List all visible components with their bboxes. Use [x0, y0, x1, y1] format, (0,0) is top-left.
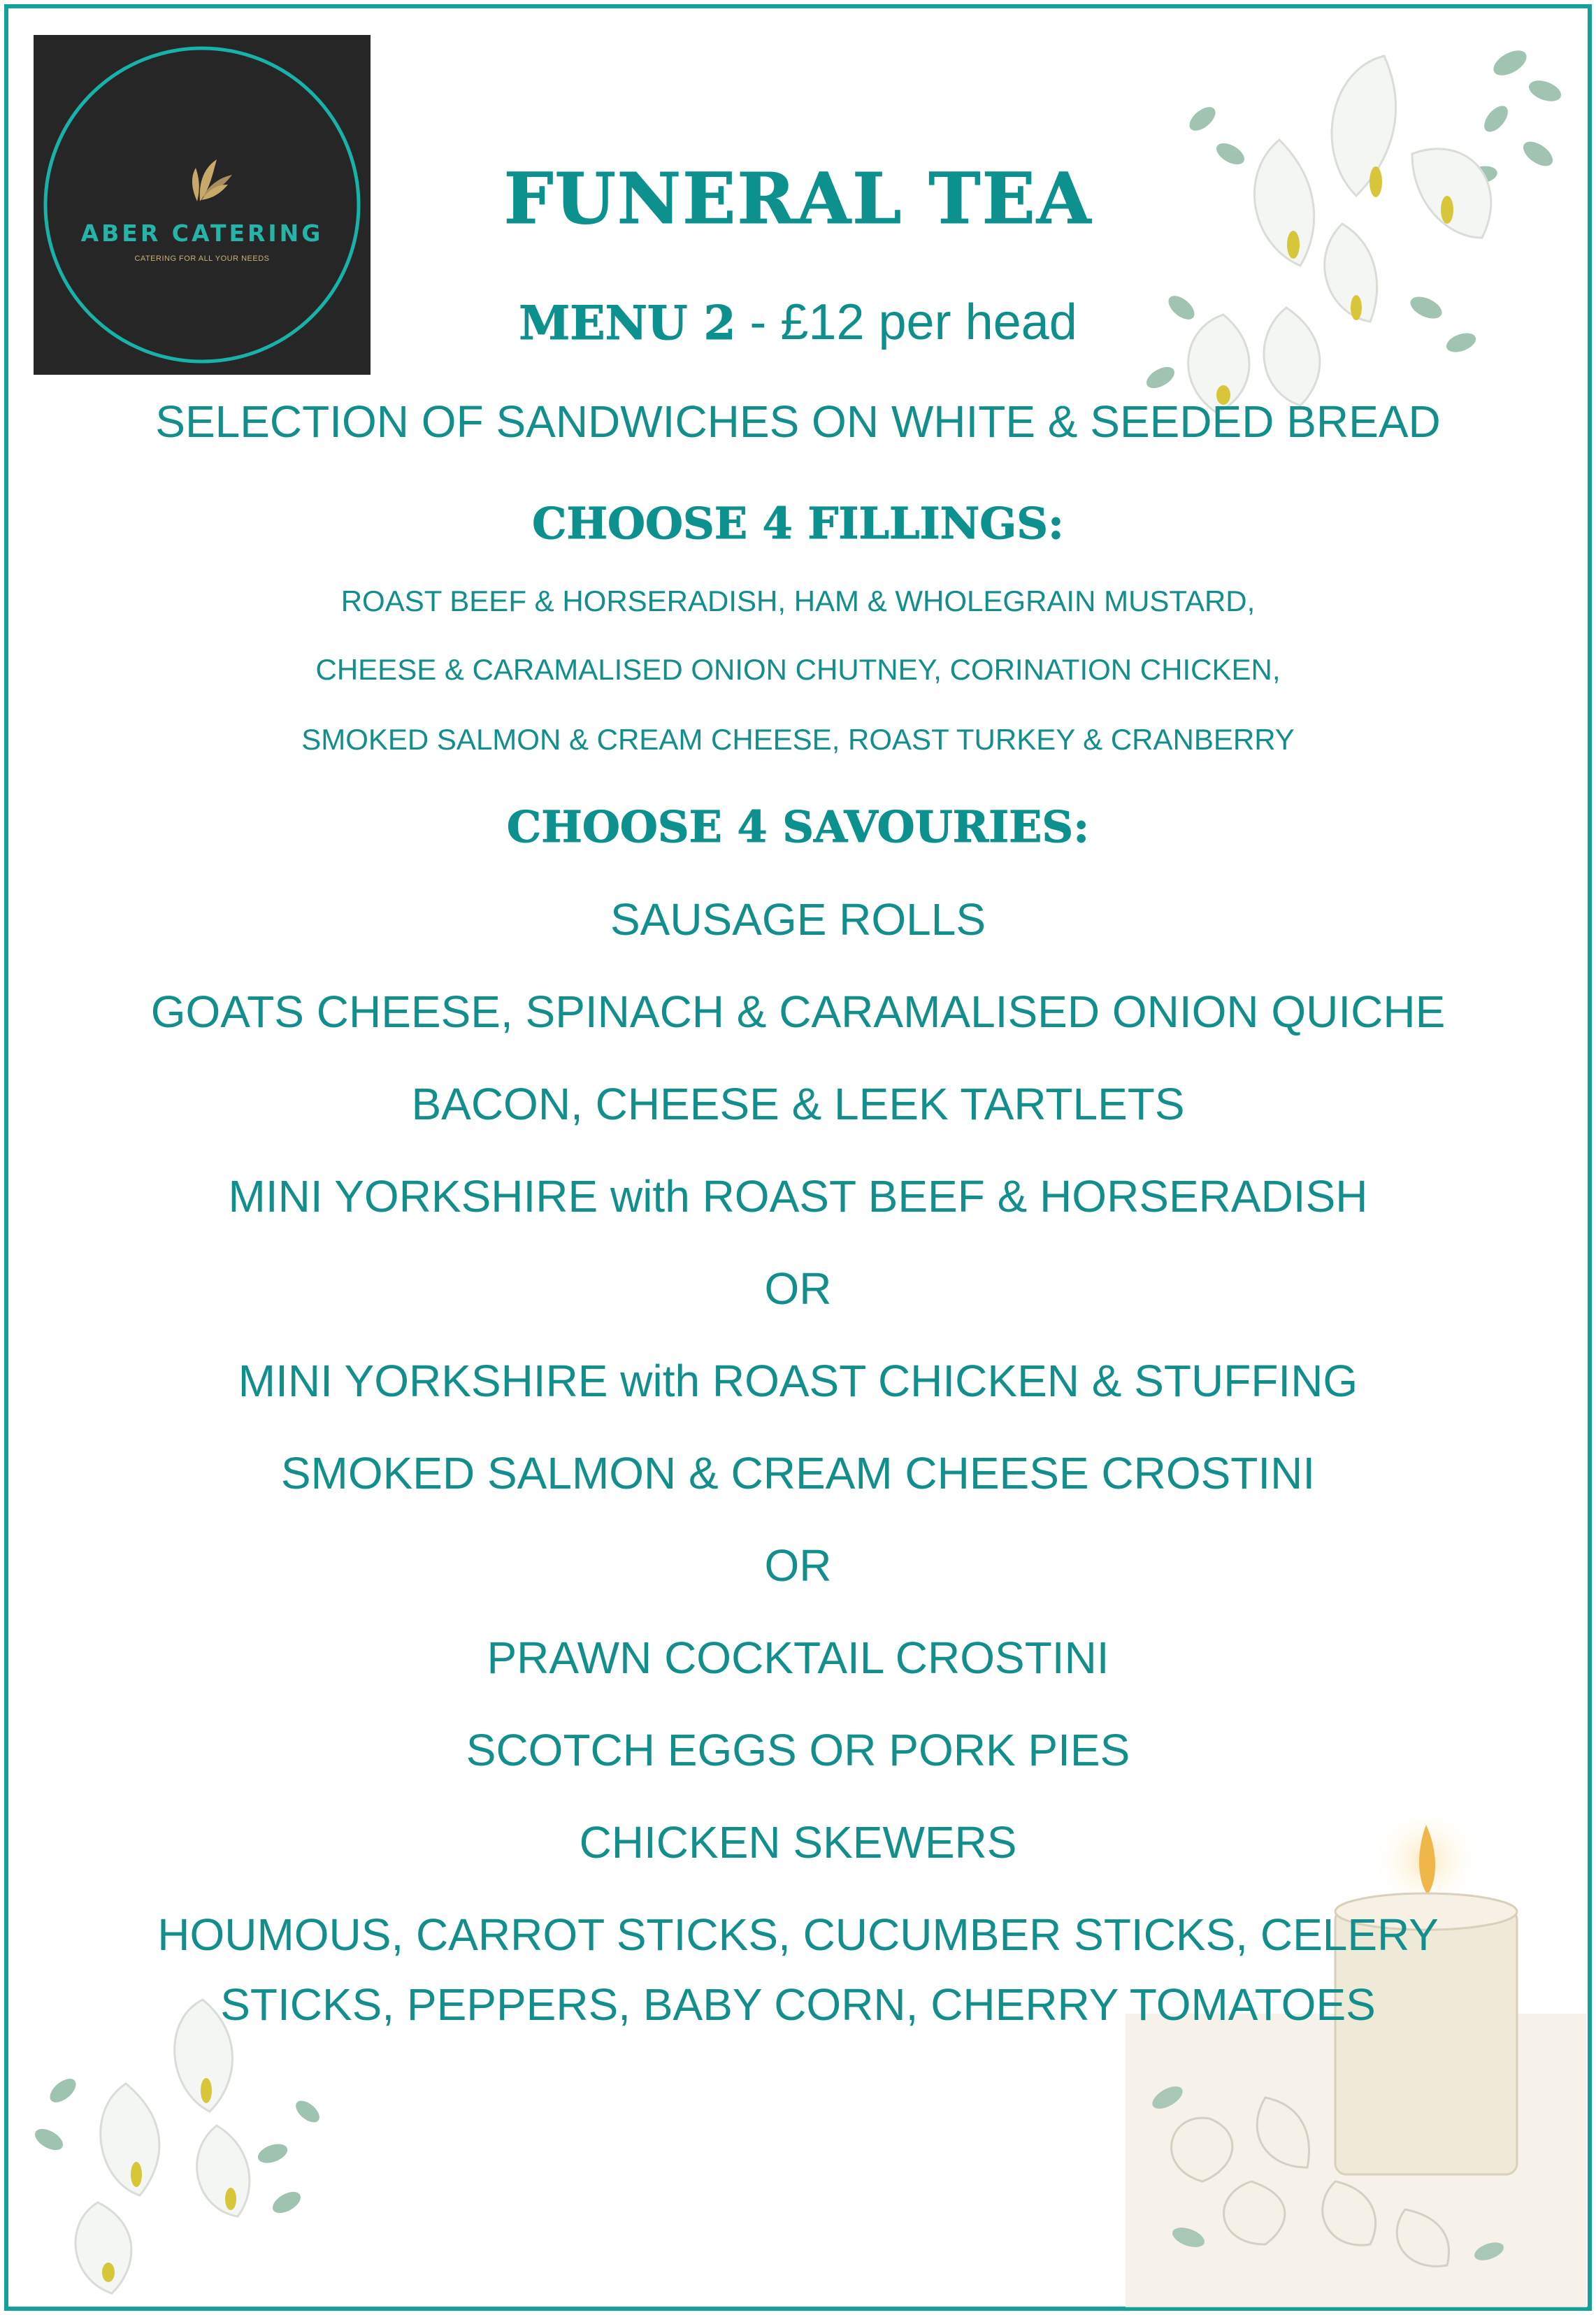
menu-price: - £12 per head [735, 294, 1077, 350]
fillings-heading: CHOOSE 4 FILLINGS: [532, 498, 1064, 549]
savoury-item: BACON, CHEESE & LEEK TARTLETS [411, 1079, 1185, 1129]
savoury-item: SCOTCH EGGS OR PORK PIES [466, 1725, 1130, 1775]
bread-line: SELECTION OF SANDWICHES ON WHITE & SEEDED BREAD [155, 396, 1441, 447]
menu-name: MENU 2 [519, 296, 736, 350]
fillings-line: ROAST BEEF & HORSERADISH, HAM & WHOLEGRAIN MUSTARD, [340, 585, 1256, 617]
logo-brand-name: ABER CATERING [80, 220, 324, 247]
savoury-item: SMOKED SALMON & CREAM CHEESE CROSTINI [280, 1448, 1316, 1498]
menu-price-line [0, 294, 1596, 351]
savoury-item: MINI YORKSHIRE with ROAST BEEF & HORSERADISH [228, 1171, 1368, 1221]
savoury-item: CHICKEN SKEWERS [579, 1817, 1017, 1868]
candle-bottom-right [1126, 1818, 1587, 2307]
savoury-item: SAUSAGE ROLLS [610, 894, 986, 945]
savoury-item: HOUMOUS, CARROT STICKS, CUCUMBER STICKS, CELERY [157, 1909, 1439, 1960]
savouries-heading: CHOOSE 4 SAVOURIES: [506, 801, 1090, 852]
logo-tagline: CATERING FOR ALL YOUR NEEDS [134, 255, 270, 263]
savoury-or: OR [764, 1540, 832, 1591]
savoury-or: OR [764, 1263, 832, 1314]
fillings-line: CHEESE & CARAMALISED ONION CHUTNEY, CORINATION CHICKEN, [315, 653, 1281, 686]
savoury-item-continued: STICKS, PEPPERS, BABY CORN, CHERRY TOMATOES [220, 1979, 1376, 2030]
page-title: FUNERAL TEA [503, 157, 1093, 240]
savoury-item: MINI YORKSHIRE with ROAST CHICKEN & STUFFING [238, 1356, 1358, 1406]
savoury-item: PRAWN COCKTAIL CROSTINI [487, 1633, 1109, 1683]
savoury-item: GOATS CHEESE, SPINACH & CARAMALISED ONION QUICHE [150, 987, 1446, 1037]
fillings-line: SMOKED SALMON & CREAM CHEESE, ROAST TURKEY & CRANBERRY [301, 723, 1295, 756]
